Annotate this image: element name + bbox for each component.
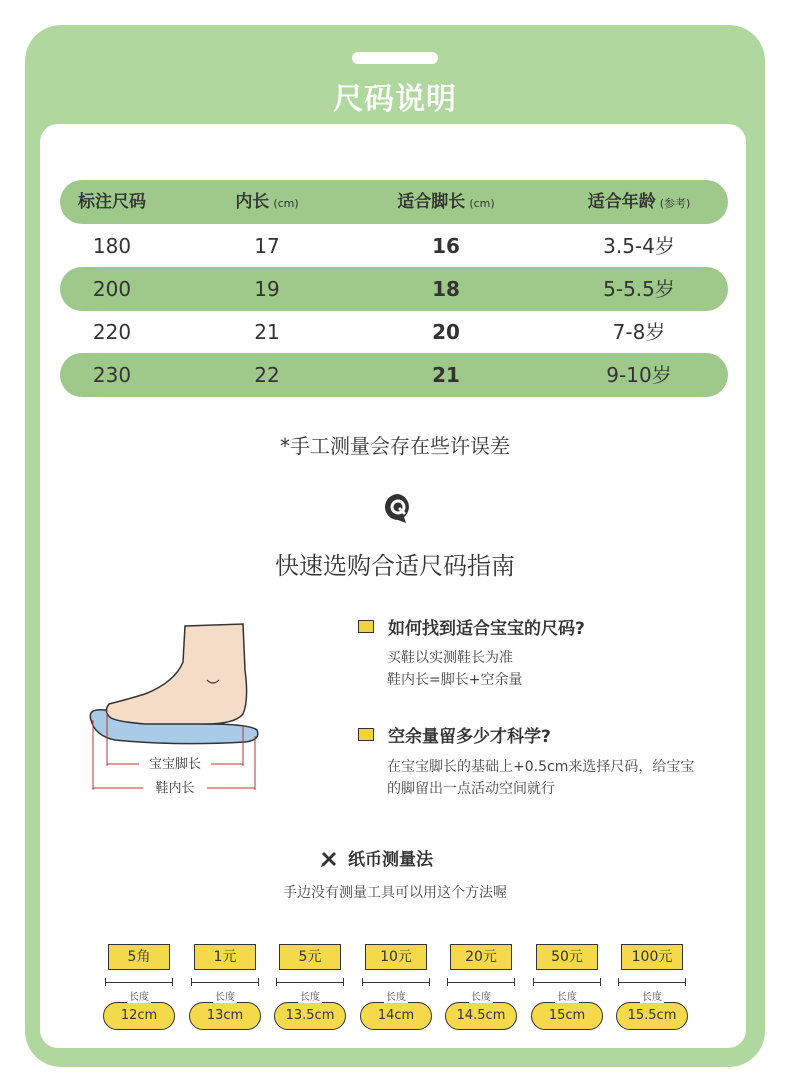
table-cell: 220 xyxy=(92,320,132,344)
table-header-row xyxy=(60,180,728,224)
question-2: 空余量留多少才科学? xyxy=(358,722,551,747)
table-cell: 180 xyxy=(92,234,132,258)
length-measure: 长度 xyxy=(360,978,432,1000)
table-cell: 21 xyxy=(254,320,280,344)
question-1: 如何找到适合宝宝的尺码? xyxy=(358,614,585,639)
top-handle-bar xyxy=(352,52,438,64)
header-cell: 适合年龄 (参考) xyxy=(587,192,691,212)
table-cell: 9-10岁 xyxy=(606,363,672,387)
foot-diagram xyxy=(85,600,265,800)
table-cell: 230 xyxy=(92,363,132,387)
header-cell: 适合脚长 (cm) xyxy=(397,192,495,212)
banknote-length: 13cm xyxy=(189,1002,261,1030)
q-speech-bubble-icon xyxy=(382,492,414,524)
length-measure: 长度 xyxy=(189,978,261,1000)
table-cell: 3.5-4岁 xyxy=(603,234,675,258)
table-cell: 21 xyxy=(432,363,460,387)
length-measure: 长度 xyxy=(274,978,346,1000)
coin-method-subtitle: 手边没有测量工具可以用这个方法喔 xyxy=(283,885,507,901)
banknote-label: 5元 xyxy=(279,944,341,970)
banknote-length: 13.5cm xyxy=(274,1002,346,1030)
table-row xyxy=(60,310,728,354)
banknote-length: 15.5cm xyxy=(616,1002,688,1030)
size-table xyxy=(60,180,728,396)
table-cell: 19 xyxy=(254,277,280,301)
length-measure: 长度 xyxy=(445,978,517,1000)
table-cell: 18 xyxy=(432,277,460,301)
table-cell: 16 xyxy=(432,234,460,258)
table-cell: 17 xyxy=(254,234,280,258)
answer-2: 在宝宝脚长的基础上+0.5cm来选择尺码，给宝宝 的脚留出一点活动空间就行 xyxy=(387,759,695,797)
ruler-pencil-icon xyxy=(320,850,338,868)
banknote-item xyxy=(531,944,603,1030)
foot-length-label: 宝宝脚长 xyxy=(148,757,202,772)
table-cell: 20 xyxy=(432,320,460,344)
banknote-length: 15cm xyxy=(531,1002,603,1030)
measurement-error-note: *手工测量会存在些许误差 xyxy=(280,434,510,458)
table-cell: 5-5.5岁 xyxy=(603,277,675,301)
yellow-square-icon xyxy=(358,620,374,633)
banknote-length: 12cm xyxy=(103,1002,175,1030)
inner-length-label: 鞋内长 xyxy=(155,781,195,796)
banknote-item xyxy=(274,944,346,1030)
coin-method-title: 纸币测量法 xyxy=(320,845,433,870)
banknote-item xyxy=(445,944,517,1030)
banknote-item xyxy=(189,944,261,1030)
table-cell: 200 xyxy=(92,277,132,301)
table-row xyxy=(60,267,728,311)
yellow-square-icon xyxy=(358,728,374,741)
table-cell: 22 xyxy=(254,363,280,387)
guide-title: 快速选购合适尺码指南 xyxy=(275,552,515,580)
table-row xyxy=(60,224,728,268)
answer-1: 买鞋以实测鞋长为准 鞋内长=脚长+空余量 xyxy=(387,650,523,688)
banknote-label: 100元 xyxy=(621,944,683,970)
banknote-label: 20元 xyxy=(450,944,512,970)
length-measure: 长度 xyxy=(531,978,603,1000)
page-title: 尺码说明 xyxy=(333,82,457,117)
banknote-item xyxy=(616,944,688,1030)
table-row xyxy=(60,353,728,397)
banknote-label: 5角 xyxy=(108,944,170,970)
header-cell: 内长 (cm) xyxy=(235,192,299,212)
table-cell: 7-8岁 xyxy=(612,320,666,344)
banknote-label: 1元 xyxy=(194,944,256,970)
banknote-item xyxy=(103,944,175,1030)
banknote-length: 14.5cm xyxy=(445,1002,517,1030)
banknote-item xyxy=(360,944,432,1030)
foot-shape xyxy=(106,624,246,724)
length-measure: 长度 xyxy=(616,978,688,1000)
banknote-label: 50元 xyxy=(536,944,598,970)
header-cell: 标注尺码 xyxy=(78,192,146,212)
banknote-label: 10元 xyxy=(365,944,427,970)
banknote-length: 14cm xyxy=(360,1002,432,1030)
length-measure: 长度 xyxy=(103,978,175,1000)
